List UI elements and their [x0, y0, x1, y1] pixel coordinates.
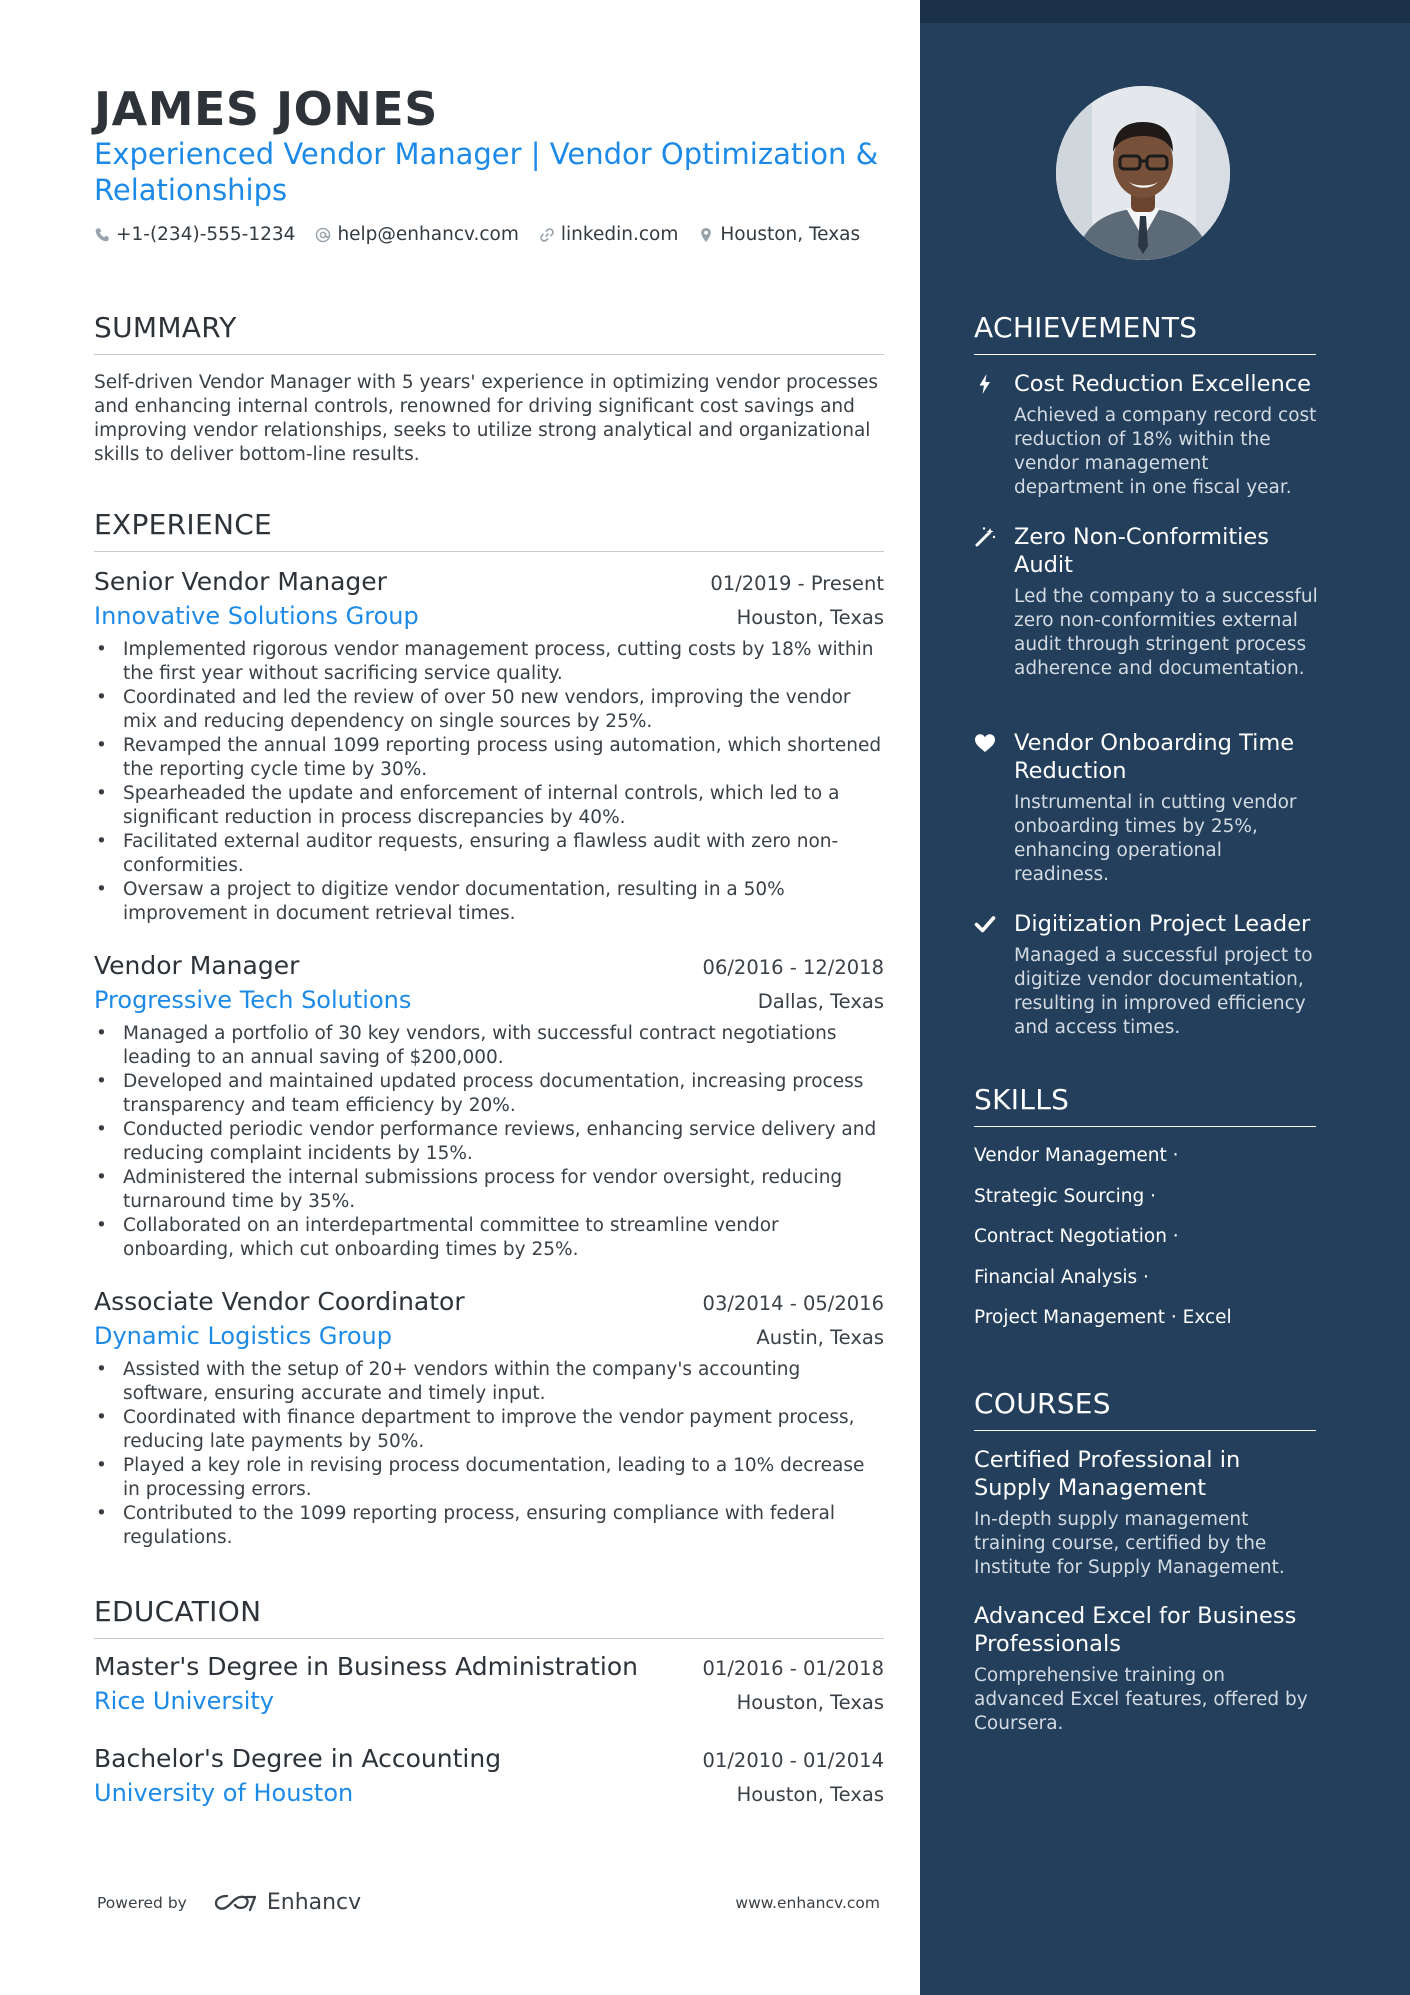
heart-icon	[974, 732, 996, 754]
list-item: • Oversaw a project to digitize vendor documentation, resulting in a 50% improvement in document retrieval times.	[94, 878, 884, 926]
achievement-item	[974, 910, 1319, 1040]
courses-heading: COURSES	[974, 1387, 1316, 1431]
achievement-item	[974, 370, 1319, 500]
job-dates: 01/2019 - Present	[710, 572, 884, 595]
job-company[interactable]: Progressive Tech Solutions	[94, 986, 412, 1014]
location-text: Houston, Texas	[720, 224, 861, 245]
list-item: • Assisted with the setup of 20+ vendors within the company's accounting software, ensuring accurate and timely input.	[94, 1358, 884, 1406]
job-title: Senior Vendor Manager	[94, 567, 387, 596]
enhancv-logo-icon	[213, 1891, 259, 1915]
education-entry	[94, 1652, 884, 1715]
achievement-title: Cost Reduction Excellence	[1014, 371, 1311, 397]
checkmark-icon	[974, 913, 996, 935]
link-icon	[539, 227, 555, 243]
degree-title: Master's Degree in Business Administration	[94, 1652, 639, 1681]
list-item: • Administered the internal submissions process for vendor oversight, reducing turnaround time by 35%.	[94, 1166, 884, 1214]
course-item	[974, 1446, 1316, 1580]
achievement-title: Zero Non-Conformities Audit	[1014, 524, 1269, 578]
school-location: Houston, Texas	[736, 1691, 884, 1714]
education-entry	[94, 1744, 884, 1807]
candidate-name: JAMES JONES	[94, 82, 438, 136]
profile-photo	[1056, 86, 1230, 260]
course-desc: Comprehensive training on advanced Excel features, offered by Coursera.	[974, 1665, 1308, 1734]
education-heading: EDUCATION	[94, 1595, 884, 1639]
contact-location	[698, 224, 860, 245]
school-name[interactable]: University of Houston	[94, 1779, 354, 1807]
school-name[interactable]: Rice University	[94, 1687, 274, 1715]
job-bullets	[94, 1358, 884, 1550]
enhancv-logo-text: Enhancv	[266, 1890, 362, 1915]
job-location: Houston, Texas	[736, 606, 884, 629]
degree-dates: 01/2016 - 01/2018	[702, 1657, 884, 1680]
powered-by-label: Powered by	[97, 1893, 187, 1912]
achievement-desc: Instrumental in cutting vendor onboarding times by 25%, enhancing operational readiness.	[1014, 792, 1297, 885]
achievement-item	[974, 523, 1319, 681]
experience-entry	[94, 567, 884, 926]
list-item: • Implemented rigorous vendor management process, cutting costs by 18% within the first year without sacrificing service quality.	[94, 638, 884, 686]
experience-entry	[94, 951, 884, 1262]
enhancv-logo[interactable]	[213, 1890, 361, 1915]
achievement-item	[974, 729, 1319, 887]
achievement-title: Vendor Onboarding Time Reduction	[1014, 730, 1295, 784]
job-location: Dallas, Texas	[757, 990, 884, 1013]
list-item: • Facilitated external auditor requests, ensuring a flawless audit with zero non-conformities.	[94, 830, 884, 878]
course-item	[974, 1602, 1316, 1736]
skills-list	[974, 1144, 1316, 1347]
skill-item: Contract Negotiation ·	[974, 1226, 1179, 1247]
course-title: Certified Professional in Supply Management	[974, 1447, 1241, 1501]
skills-heading: SKILLS	[974, 1083, 1316, 1127]
summary-text: Self-driven Vendor Manager with 5 years' experience in optimizing vendor processes and enhancing internal controls, renowned for driving significant cost savings and improving vendor relationships, seeks to utilize strong analytical and organizational skills to deliver bottom-line results.	[94, 372, 879, 465]
contact-linkedin[interactable]	[539, 224, 678, 245]
experience-entry	[94, 1287, 884, 1550]
summary-heading: SUMMARY	[94, 311, 884, 355]
skill-item: Financial Analysis ·	[974, 1266, 1149, 1288]
footer-website[interactable]: www.enhancv.com	[735, 1893, 880, 1912]
course-desc: In-depth supply management training course, certified by the Institute for Supply Management.	[974, 1509, 1285, 1578]
list-item: • Conducted periodic vendor performance reviews, enhancing service delivery and reducing complaint incidents by 15%.	[94, 1118, 884, 1166]
achievements-heading: ACHIEVEMENTS	[974, 311, 1316, 355]
course-title: Advanced Excel for Business Professionals	[974, 1603, 1297, 1657]
list-item: • Managed a portfolio of 30 key vendors, with successful contract negotiations leading to an annual saving of $200,000.	[94, 1022, 884, 1070]
achievement-desc: Achieved a company record cost reduction of 18% within the vendor management department in one fiscal year.	[1014, 405, 1317, 498]
school-location: Houston, Texas	[736, 1783, 884, 1806]
footer	[97, 1890, 880, 1915]
achievement-title: Digitization Project Leader	[1014, 911, 1311, 937]
location-pin-icon	[698, 227, 714, 243]
achievement-desc: Led the company to a successful zero non-conformities external audit through stringent process adherence and documentation.	[1014, 586, 1318, 679]
footer-brand	[97, 1890, 361, 1915]
bolt-icon	[974, 373, 996, 395]
candidate-title: Experienced Vendor Manager | Vendor Optimization & Relationships	[94, 137, 879, 207]
job-dates: 03/2014 - 05/2016	[702, 1292, 884, 1315]
list-item: • Developed and maintained updated process documentation, increasing process transparency and team efficiency by 20%.	[94, 1070, 884, 1118]
job-title: Vendor Manager	[94, 951, 300, 980]
linkedin-text: linkedin.com	[560, 224, 679, 245]
job-location: Austin, Texas	[756, 1326, 884, 1349]
job-bullets	[94, 638, 884, 926]
contact-phone[interactable]	[94, 224, 295, 245]
avatar	[1056, 86, 1230, 260]
phone-icon	[94, 227, 110, 243]
list-item: • Contributed to the 1099 reporting process, ensuring compliance with federal regulations.	[94, 1502, 884, 1550]
skill-item: Strategic Sourcing ·	[974, 1185, 1157, 1207]
job-bullets	[94, 1022, 884, 1262]
job-title: Associate Vendor Coordinator	[94, 1287, 465, 1316]
skill-item: Project Management · Excel	[974, 1307, 1232, 1328]
phone-text: +1-(234)-555-1234	[116, 224, 296, 245]
skill-item: Vendor Management ·	[974, 1145, 1179, 1166]
list-item: • Coordinated with finance department to improve the vendor payment process, reducing late payments by 50%.	[94, 1406, 884, 1454]
contact-bar	[94, 224, 860, 245]
sidebar-top-bar	[920, 0, 1410, 23]
list-item: • Coordinated and led the review of over 50 new vendors, improving the vendor mix and reducing dependency on single sources by 25%.	[94, 686, 884, 734]
list-item: • Revamped the annual 1099 reporting process using automation, which shortened the reporting cycle time by 30%.	[94, 734, 884, 782]
email-text: help@enhancv.com	[337, 224, 519, 245]
experience-heading: EXPERIENCE	[94, 508, 884, 552]
list-item: • Played a key role in revising process documentation, leading to a 10% decrease in processing errors.	[94, 1454, 884, 1502]
job-dates: 06/2016 - 12/2018	[702, 956, 884, 979]
job-company[interactable]: Innovative Solutions Group	[94, 602, 419, 630]
degree-dates: 01/2010 - 01/2014	[702, 1749, 884, 1772]
achievement-desc: Managed a successful project to digitize vendor documentation, resulting in improved efficiency and access times.	[1014, 945, 1313, 1038]
list-item: • Collaborated on an interdepartmental committee to streamline vendor onboarding, which cut onboarding times by 25%.	[94, 1214, 884, 1262]
magic-wand-icon	[974, 526, 996, 548]
contact-email[interactable]	[315, 224, 518, 245]
at-icon	[315, 227, 331, 243]
list-item: • Spearheaded the update and enforcement of internal controls, which led to a significant reduction in process discrepancies by 40%.	[94, 782, 884, 830]
degree-title: Bachelor's Degree in Accounting	[94, 1744, 502, 1773]
job-company[interactable]: Dynamic Logistics Group	[94, 1322, 392, 1350]
